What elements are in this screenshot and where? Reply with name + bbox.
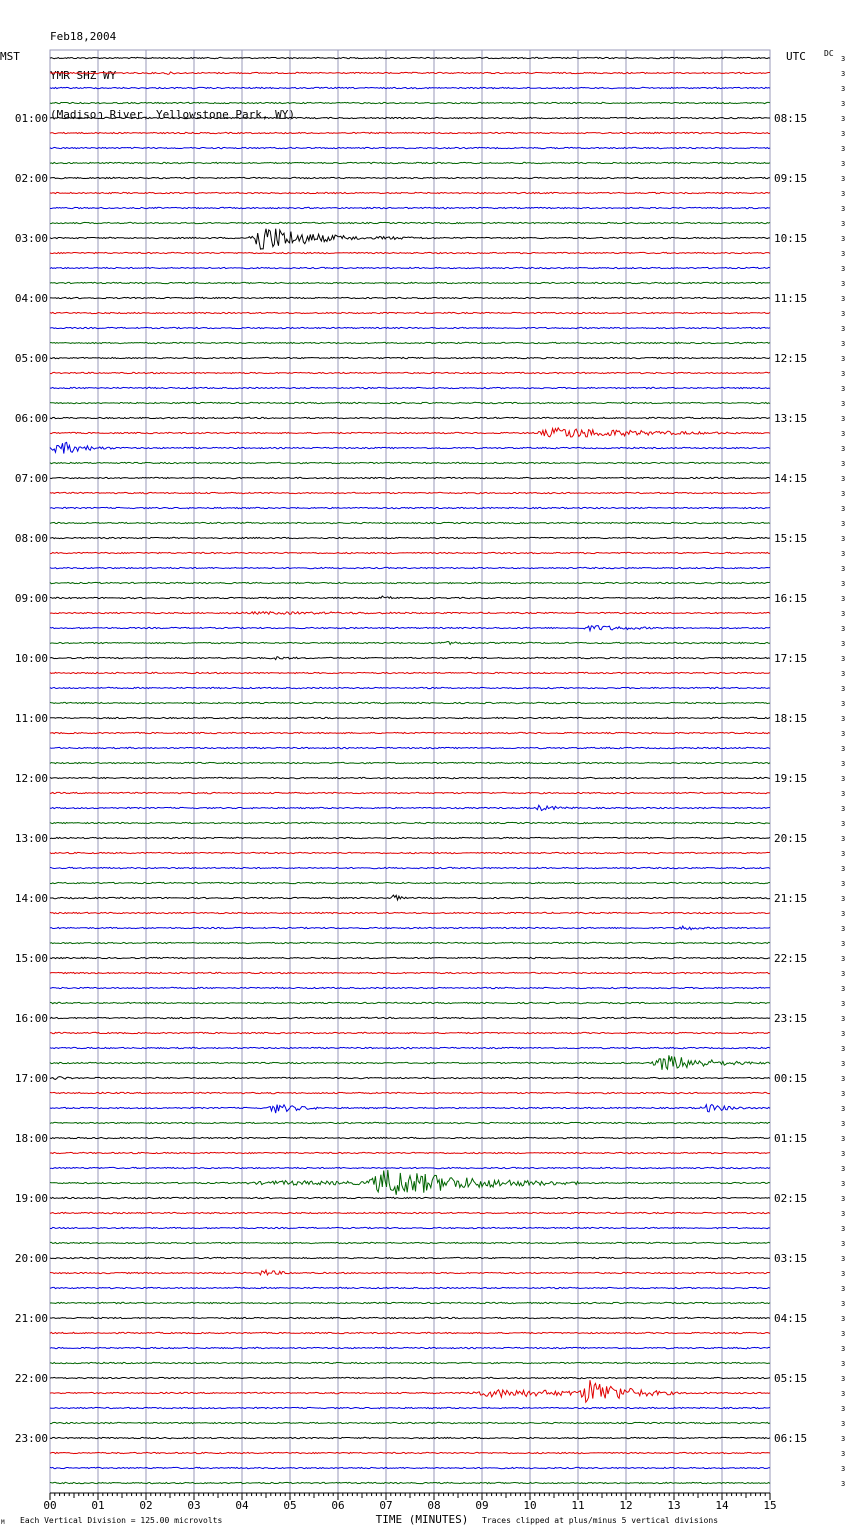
trace-row	[50, 357, 770, 358]
trace-row	[50, 372, 770, 373]
trace-row	[50, 1152, 770, 1153]
dc-offset-label: 3	[841, 685, 846, 693]
utc-axis-title: UTC	[786, 50, 806, 63]
scale-note: Each Vertical Division = 125.00 microvolts	[20, 1516, 223, 1525]
dc-offset-label: 3	[841, 355, 846, 363]
dc-offset-label: 3	[841, 190, 846, 198]
trace-row	[50, 297, 770, 298]
utc-hour-label: 09:15	[774, 172, 808, 185]
utc-hour-label: 08:15	[774, 112, 808, 125]
trace-row	[50, 895, 770, 900]
trace-row	[50, 1105, 770, 1114]
trace-row	[50, 1212, 770, 1213]
dc-offset-label: 3	[841, 880, 846, 888]
dc-offset-label: 3	[841, 730, 846, 738]
record-date: Feb18,2004	[50, 30, 117, 43]
x-tick-label: 10	[523, 1499, 537, 1512]
dc-offset-label: 3	[841, 55, 846, 63]
x-tick-label: 08	[427, 1499, 441, 1512]
x-tick-label: 01	[91, 1499, 105, 1512]
dc-offset-label: 3	[841, 670, 846, 678]
dc-offset-label: 3	[841, 760, 846, 768]
utc-hour-label: 20:15	[774, 832, 808, 845]
dc-offset-label: 3	[841, 1210, 846, 1218]
trace-row	[50, 1287, 770, 1288]
trace-row	[50, 582, 770, 583]
dc-offset-label: 3	[841, 1330, 846, 1338]
mst-hour-label: 22:00	[14, 1372, 48, 1385]
dc-label: DC	[824, 49, 834, 58]
trace-row	[50, 477, 770, 478]
trace-row	[50, 1407, 770, 1408]
dc-offset-label: 3	[841, 1165, 846, 1173]
trace-row	[50, 732, 770, 733]
dc-offset-label: 3	[841, 565, 846, 573]
dc-offset-label: 3	[841, 595, 846, 603]
mst-hour-label: 17:00	[14, 1072, 48, 1085]
trace-row	[50, 642, 770, 645]
dc-offset-label: 3	[841, 325, 846, 333]
utc-hour-label: 18:15	[774, 712, 808, 725]
trace-row	[50, 1170, 770, 1195]
trace-row	[50, 1137, 770, 1138]
dc-offset-label: 3	[841, 130, 846, 138]
dc-offset-label: 3	[841, 1315, 846, 1323]
trace-row	[50, 657, 770, 660]
trace-row	[50, 492, 770, 493]
x-tick-label: 06	[331, 1499, 345, 1512]
dc-offset-label: 3	[841, 1015, 846, 1023]
mst-hour-label: 15:00	[14, 952, 48, 965]
dc-offset-label: 3	[841, 1000, 846, 1008]
trace-row	[50, 267, 770, 268]
dc-offset-label: 3	[841, 865, 846, 873]
trace-row	[50, 1270, 770, 1275]
dc-offset-label: 3	[841, 310, 846, 318]
trace-row	[50, 417, 770, 418]
trace-row	[50, 1242, 770, 1243]
dc-offset-label: 3	[841, 445, 846, 453]
trace-row	[50, 972, 770, 973]
trace-row	[50, 312, 770, 313]
x-tick-label: 04	[235, 1499, 249, 1512]
x-tick-label: 00	[43, 1499, 57, 1512]
dc-offset-label: 3	[841, 475, 846, 483]
utc-hour-label: 01:15	[774, 1132, 808, 1145]
trace-row	[50, 942, 770, 943]
trace-row	[50, 1482, 770, 1483]
trace-row	[50, 596, 770, 599]
trace-row	[50, 1302, 770, 1303]
mst-hour-label: 08:00	[14, 532, 48, 545]
trace-row	[50, 1317, 770, 1318]
trace-row	[50, 792, 770, 793]
dc-offset-label: 3	[841, 115, 846, 123]
x-tick-label: 15	[763, 1499, 777, 1512]
trace-row	[50, 1380, 770, 1402]
utc-hour-label: 03:15	[774, 1252, 808, 1265]
dc-offset-label: 3	[841, 715, 846, 723]
station-code: YMR SHZ WY	[50, 69, 117, 82]
trace-row	[50, 1377, 770, 1378]
dc-offset-label: 3	[841, 235, 846, 243]
dc-offset-label: 3	[841, 460, 846, 468]
mst-hour-label: 01:00	[14, 112, 48, 125]
dc-offset-label: 3	[841, 925, 846, 933]
trace-row	[50, 1227, 770, 1228]
trace-row	[50, 852, 770, 853]
mst-hour-label: 02:00	[14, 172, 48, 185]
trace-row	[50, 229, 770, 249]
dc-offset-label: 3	[841, 1105, 846, 1113]
mst-hour-label: 06:00	[14, 412, 48, 425]
dc-offset-label: 3	[841, 580, 846, 588]
seismic-traces	[50, 57, 770, 1483]
utc-hour-label: 11:15	[774, 292, 808, 305]
mst-axis-title: MST	[0, 50, 20, 63]
dc-offset-label: 3	[841, 955, 846, 963]
dc-offset-label: 3	[841, 100, 846, 108]
trace-row	[50, 387, 770, 388]
utc-hour-label: 05:15	[774, 1372, 808, 1385]
trace-row	[50, 147, 770, 148]
mst-hour-label: 12:00	[14, 772, 48, 785]
station-location: (Madison River, Yellowstone Park, WY)	[50, 108, 296, 121]
dc-offset-label: 3	[841, 1075, 846, 1083]
axis-labels	[15, 55, 845, 1512]
dc-offset-label: 3	[841, 1150, 846, 1158]
trace-row	[50, 507, 770, 508]
mst-hour-label: 18:00	[14, 1132, 48, 1145]
utc-hour-label: 21:15	[774, 892, 808, 905]
plot-frame	[50, 50, 770, 1493]
trace-row	[50, 762, 770, 763]
trace-row	[50, 926, 770, 930]
mst-hour-label: 16:00	[14, 1012, 48, 1025]
mst-hour-label: 14:00	[14, 892, 48, 905]
x-tick-label: 07	[379, 1499, 393, 1512]
trace-row	[50, 442, 770, 453]
dc-offset-label: 3	[841, 985, 846, 993]
dc-offset-label: 3	[841, 265, 846, 273]
dc-offset-label: 3	[841, 1375, 846, 1383]
trace-row	[50, 462, 770, 463]
dc-offset-label: 3	[841, 1225, 846, 1233]
utc-hour-label: 19:15	[774, 772, 808, 785]
trace-row	[50, 327, 770, 328]
trace-row	[50, 805, 770, 810]
trace-row	[50, 837, 770, 838]
utc-hour-label: 14:15	[774, 472, 808, 485]
mst-hour-label: 20:00	[14, 1252, 48, 1265]
trace-row	[50, 1467, 770, 1468]
x-tick-label: 05	[283, 1499, 297, 1512]
dc-offset-label: 3	[841, 415, 846, 423]
dc-offset-label: 3	[841, 1465, 846, 1473]
dc-offset-label: 3	[841, 70, 846, 78]
footer-corner-mark: M	[1, 1519, 5, 1526]
trace-row	[50, 1452, 770, 1453]
trace-row	[50, 987, 770, 988]
dc-offset-label: 3	[841, 1405, 846, 1413]
trace-row	[50, 822, 770, 823]
dc-offset-label: 3	[841, 940, 846, 948]
trace-row	[50, 1362, 770, 1363]
utc-hour-label: 16:15	[774, 592, 808, 605]
mst-hour-label: 03:00	[14, 232, 48, 245]
dc-offset-label: 3	[841, 895, 846, 903]
utc-hour-label: 00:15	[774, 1072, 808, 1085]
dc-offset-label: 3	[841, 1435, 846, 1443]
utc-hour-label: 06:15	[774, 1432, 808, 1445]
dc-offset-label: 3	[841, 145, 846, 153]
trace-row	[50, 1017, 770, 1018]
trace-row	[50, 867, 770, 868]
trace-row	[50, 57, 770, 58]
dc-offset-label: 3	[841, 700, 846, 708]
trace-row	[50, 1032, 770, 1033]
dc-offset-label: 3	[841, 1420, 846, 1428]
mst-hour-label: 10:00	[14, 652, 48, 665]
trace-row	[50, 1167, 770, 1168]
trace-row	[50, 1122, 770, 1123]
trace-row	[50, 912, 770, 913]
dc-offset-label: 3	[841, 820, 846, 828]
dc-offset-label: 3	[841, 1390, 846, 1398]
trace-row	[50, 282, 770, 283]
dc-offset-label: 3	[841, 1120, 846, 1128]
x-tick-label: 02	[139, 1499, 153, 1512]
trace-row	[50, 672, 770, 673]
dc-offset-label: 3	[841, 1360, 846, 1368]
trace-row	[50, 1422, 770, 1423]
trace-row	[50, 72, 770, 74]
trace-row	[50, 162, 770, 163]
dc-offset-label: 3	[841, 430, 846, 438]
trace-row	[50, 747, 770, 748]
dc-offset-label: 3	[841, 535, 846, 543]
trace-row	[50, 222, 770, 223]
mst-hour-label: 11:00	[14, 712, 48, 725]
dc-offset-label: 3	[841, 550, 846, 558]
utc-hour-label: 04:15	[774, 1312, 808, 1325]
trace-row	[50, 1332, 770, 1333]
trace-row	[50, 192, 770, 193]
trace-row	[50, 777, 770, 778]
dc-offset-label: 3	[841, 370, 846, 378]
dc-offset-label: 3	[841, 655, 846, 663]
mst-hour-label: 04:00	[14, 292, 48, 305]
dc-offset-label: 3	[841, 160, 846, 168]
dc-offset-label: 3	[841, 625, 846, 633]
x-tick-label: 12	[619, 1499, 633, 1512]
dc-offset-label: 3	[841, 610, 846, 618]
trace-row	[50, 626, 770, 631]
trace-row	[50, 567, 770, 568]
trace-row	[50, 1047, 770, 1048]
trace-row	[50, 207, 770, 208]
dc-offset-label: 3	[841, 1090, 846, 1098]
dc-offset-label: 3	[841, 1255, 846, 1263]
dc-offset-label: 3	[841, 1480, 846, 1488]
mst-hour-label: 09:00	[14, 592, 48, 605]
utc-hour-label: 12:15	[774, 352, 808, 365]
dc-offset-label: 3	[841, 340, 846, 348]
trace-row	[50, 1257, 770, 1258]
trace-row	[50, 428, 770, 437]
trace-row	[50, 1055, 770, 1070]
trace-row	[50, 1092, 770, 1093]
clip-note: Traces clipped at plus/minus 5 vertical divisions	[482, 1516, 719, 1525]
mst-hour-label: 07:00	[14, 472, 48, 485]
trace-row	[50, 612, 770, 615]
dc-offset-label: 3	[841, 1240, 846, 1248]
trace-row	[50, 702, 770, 703]
trace-row	[50, 1437, 770, 1438]
dc-offset-label: 3	[841, 1135, 846, 1143]
dc-offset-label: 3	[841, 1180, 846, 1188]
trace-row	[50, 1197, 770, 1198]
dc-offset-label: 3	[841, 640, 846, 648]
dc-offset-label: 3	[841, 295, 846, 303]
utc-hour-label: 02:15	[774, 1192, 808, 1205]
mst-hour-label: 13:00	[14, 832, 48, 845]
trace-row	[50, 252, 770, 253]
utc-hour-label: 15:15	[774, 532, 808, 545]
utc-hour-label: 17:15	[774, 652, 808, 665]
trace-row	[50, 132, 770, 133]
dc-offset-label: 3	[841, 385, 846, 393]
dc-offset-label: 3	[841, 835, 846, 843]
dc-offset-label: 3	[841, 745, 846, 753]
trace-row	[50, 717, 770, 718]
dc-offset-label: 3	[841, 85, 846, 93]
utc-hour-label: 13:15	[774, 412, 808, 425]
utc-hour-label: 10:15	[774, 232, 808, 245]
trace-row	[50, 177, 770, 178]
dc-offset-label: 3	[841, 205, 846, 213]
trace-row	[50, 1347, 770, 1348]
dc-offset-label: 3	[841, 175, 846, 183]
dc-offset-label: 3	[841, 775, 846, 783]
dc-offset-label: 3	[841, 970, 846, 978]
dc-offset-label: 3	[841, 910, 846, 918]
trace-row	[50, 87, 770, 88]
trace-row	[50, 537, 770, 538]
trace-row	[50, 1002, 770, 1003]
dc-offset-label: 3	[841, 1345, 846, 1353]
trace-row	[50, 402, 770, 403]
x-tick-label: 03	[187, 1499, 201, 1512]
dc-offset-label: 3	[841, 1060, 846, 1068]
dc-offset-label: 3	[841, 400, 846, 408]
trace-row	[50, 102, 770, 103]
dc-offset-label: 3	[841, 520, 846, 528]
mst-hour-label: 23:00	[14, 1432, 48, 1445]
trace-row	[50, 342, 770, 343]
utc-hour-label: 23:15	[774, 1012, 808, 1025]
trace-row	[50, 522, 770, 523]
mst-hour-label: 05:00	[14, 352, 48, 365]
dc-offset-label: 3	[841, 505, 846, 513]
mst-hour-label: 21:00	[14, 1312, 48, 1325]
trace-row	[50, 882, 770, 883]
dc-offset-label: 3	[841, 220, 846, 228]
x-tick-label: 11	[571, 1499, 585, 1512]
x-tick-label: 13	[667, 1499, 681, 1512]
dc-offset-label: 3	[841, 1045, 846, 1053]
dc-offset-label: 3	[841, 790, 846, 798]
mst-hour-label: 19:00	[14, 1192, 48, 1205]
trace-row	[50, 687, 770, 688]
trace-row	[50, 1077, 770, 1080]
dc-offset-label: 3	[841, 1300, 846, 1308]
dc-offset-label: 3	[841, 805, 846, 813]
dc-offset-label: 3	[841, 1030, 846, 1038]
dc-offset-label: 3	[841, 1195, 846, 1203]
dc-offset-label: 3	[841, 1270, 846, 1278]
dc-offset-label: 3	[841, 850, 846, 858]
dc-offset-label: 3	[841, 490, 846, 498]
trace-row	[50, 957, 770, 958]
dc-offset-label: 3	[841, 280, 846, 288]
x-tick-label: 14	[715, 1499, 729, 1512]
x-tick-label: 09	[475, 1499, 489, 1512]
trace-row	[50, 552, 770, 553]
dc-offset-label: 3	[841, 250, 846, 258]
dc-offset-label: 3	[841, 1285, 846, 1293]
dc-offset-label: 3	[841, 1450, 846, 1458]
x-axis-label: TIME (MINUTES)	[375, 1513, 469, 1526]
utc-hour-label: 22:15	[774, 952, 808, 965]
trace-row	[50, 117, 770, 118]
